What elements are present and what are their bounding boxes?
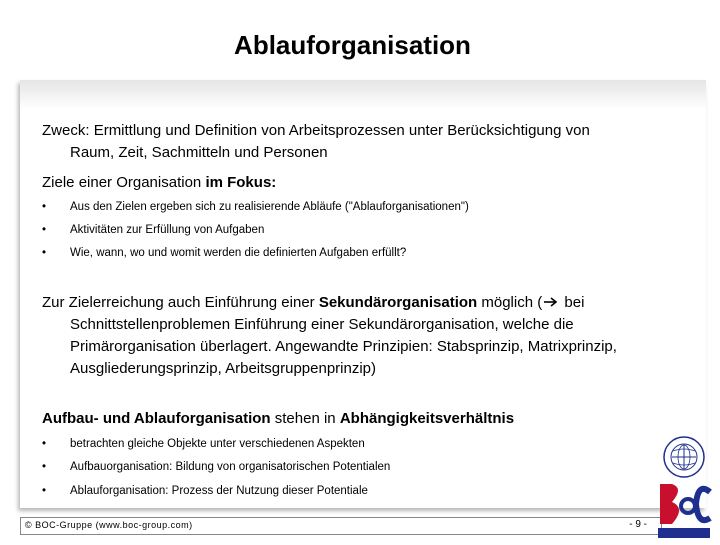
zweck-line-2: Raum, Zeit, Sachmitteln und Personen xyxy=(70,144,328,161)
abhaengigkeit-mid: stehen in xyxy=(274,410,336,427)
zielerreichung-text-2: möglich ( xyxy=(481,294,543,311)
list-item-text: Ablauforganisation: Prozess der Nutzung dieser Potentiale xyxy=(70,485,368,497)
footer-copyright: © BOC-Gruppe (www.boc-group.com) xyxy=(25,520,193,530)
abhaengigkeit-heading xyxy=(42,408,514,430)
page-title: Ablauforganisation xyxy=(234,30,471,60)
zweck-label: Zweck: xyxy=(42,122,90,139)
bullet-icon: • xyxy=(42,438,47,450)
ziele-text: einer Organisation xyxy=(78,174,202,191)
bullet-icon: • xyxy=(42,201,47,213)
list-item-text: Aktivitäten zur Erfüllung von Aufgaben xyxy=(70,224,265,236)
zielerreichung-line-2: Schnittstellenproblemen Einführung einer Sekundärorganisation, welche die xyxy=(70,316,574,334)
list-item-text: Aufbauorganisation: Bildung von organisatorischen Potentialen xyxy=(70,461,391,473)
bullet-icon: • xyxy=(42,224,47,236)
zielerreichung-line-4: Ausgliederungsprinzip, Arbeitsgruppenprinzip) xyxy=(70,360,377,378)
list-item-text: betrachten gleiche Objekte unter verschiedenen Aspekten xyxy=(70,438,365,450)
list-item-text: Wie, wann, wo und womit werden die definierten Aufgaben erfüllt? xyxy=(70,247,407,259)
zielerreichung-paragraph xyxy=(42,292,617,380)
list-item-text: Aus den Zielen ergeben sich zu realisierende Abläufe ("Ablauforganisationen") xyxy=(70,201,469,213)
zielerreichung-text-1: Zur Zielerreichung auch Einführung einer xyxy=(42,294,315,311)
ziele-fokus: im Fokus: xyxy=(205,174,277,191)
zielerreichung-line-3: Primärorganisation überlagert. Angewandte Prinzipien: Stabsprinzip, Matrixprinzip, xyxy=(70,338,617,356)
arrow-right-icon xyxy=(544,292,558,314)
bullet-icon: • xyxy=(42,247,47,259)
footer-bar xyxy=(20,517,662,535)
zweck-line-1: Ermittlung und Definition von Arbeitsprozessen unter Berücksichtigung von xyxy=(93,122,590,139)
ziele-heading xyxy=(42,172,276,194)
zielerreichung-bold: Sekundärorganisation xyxy=(318,294,478,311)
zweck-paragraph xyxy=(42,120,590,164)
ziele-word: Ziele xyxy=(42,174,75,191)
panel-top-shadow xyxy=(20,80,706,110)
page-number: - 9 - xyxy=(629,519,647,530)
abhaengigkeit-bold-1: Aufbau- und Ablauforganisation xyxy=(42,410,271,427)
bullet-icon: • xyxy=(42,485,47,497)
boc-wu-logo xyxy=(654,432,714,540)
bullet-icon: • xyxy=(42,461,47,473)
abhaengigkeit-bold-2: Abhängigkeitsverhältnis xyxy=(339,410,515,427)
zielerreichung-text-3: bei xyxy=(564,294,585,311)
